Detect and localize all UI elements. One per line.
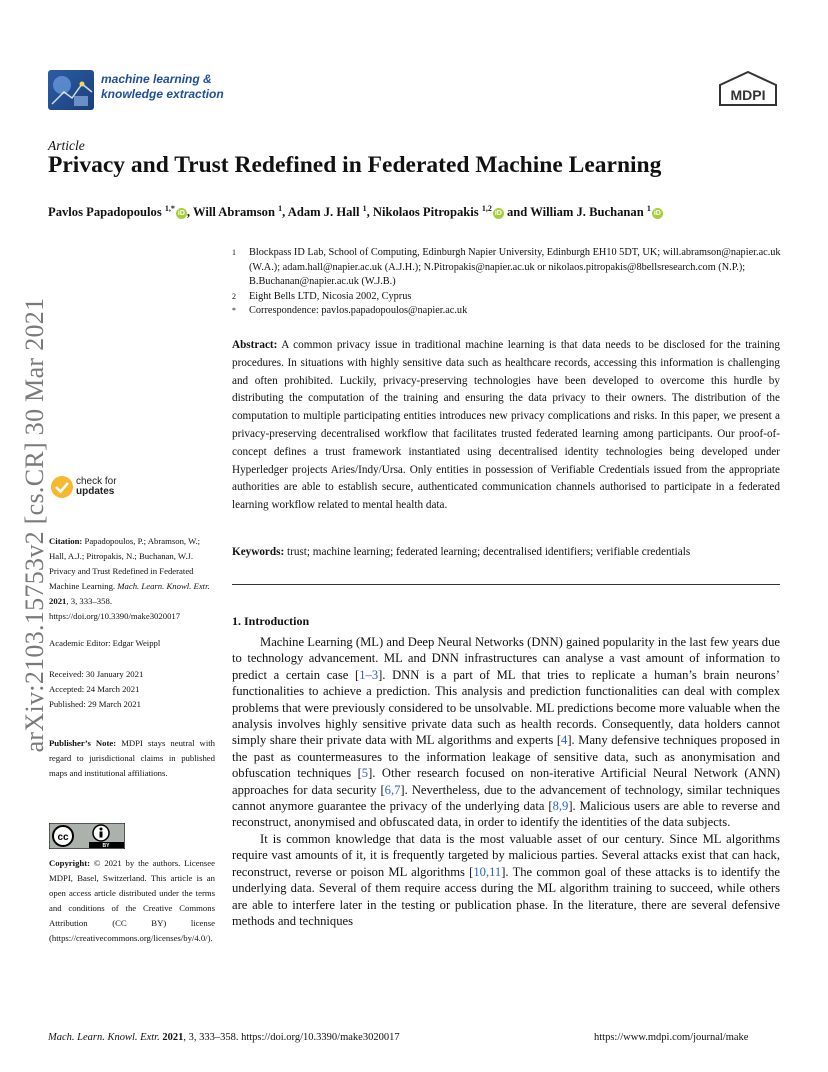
author-name: Nikolaos Pitropakis bbox=[372, 205, 482, 220]
affiliation-item bbox=[232, 290, 782, 305]
paragraph-1 bbox=[232, 634, 780, 831]
citation-rest: , 3, 333–358. https://doi.org/10.3390/make3020017 bbox=[49, 596, 181, 621]
check-for-updates-icon[interactable] bbox=[50, 475, 74, 499]
author-affiliation-mark: 1 bbox=[646, 204, 651, 213]
affiliation-text: Eight Bells LTD, Nicosia 2002, Cyprus bbox=[249, 290, 412, 302]
author-name: William J. Buchanan bbox=[530, 205, 647, 220]
citation-link[interactable]: 10,11 bbox=[473, 864, 502, 879]
citation-journal: Mach. Learn. Knowl. Extr. bbox=[117, 581, 210, 591]
affiliations bbox=[232, 246, 782, 319]
mdpi-logo bbox=[718, 71, 778, 107]
author-name: Will Abramson bbox=[192, 205, 279, 220]
journal-name-line2: knowledge extraction bbox=[101, 87, 224, 101]
text-run: It is common knowledge that data is the most valuable asset of our century. Since ML algorithms require vast amounts of it, it is frequently targeted by malicious parties. Several attacks exist that can hack, reconstruct, reverse or poison ML algorithms [ bbox=[232, 831, 780, 879]
by-symbol: BY bbox=[102, 843, 110, 849]
divider bbox=[232, 584, 780, 585]
journal-name-line1: machine learning & bbox=[101, 72, 212, 86]
author-affiliation-mark: 1 bbox=[278, 204, 283, 213]
article-type: Article bbox=[48, 138, 85, 153]
keywords bbox=[232, 546, 780, 558]
author-separator: , bbox=[282, 205, 288, 220]
citation-link[interactable]: 8,9 bbox=[552, 799, 569, 814]
section-heading: 1. Introduction bbox=[232, 614, 310, 628]
text-run: ]. Many defensive techniques proposed in the past as countermeasures to the information leakage of sensitive data, such as anonymisation and obfuscation techniques [ bbox=[232, 733, 780, 781]
copyright-label: Copyright: bbox=[49, 858, 91, 868]
journal-logo bbox=[48, 70, 94, 110]
citation-text: Papadopoulos, P.; Abramson, W.; Hall, A.J.; Pitropakis, N.; Buchanan, W.J. Privacy and Trust Redefined in Federated Machine Learning. bbox=[49, 536, 201, 591]
author-separator: , bbox=[366, 205, 373, 220]
affiliation-text: Blockpass ID Lab, School of Computing, Edinburgh Napier University, Edinburgh EH10 5DT, UK; will.abramson@napier.ac.uk (W.A.); adam.hall@napier.ac.uk (A.J.H.); N.Pitropakis@napier.ac.uk or nikolaos.pitropakis@8bellsresearch.com (N.P.); B.Buchanan@napier.ac.uk (W.J.B.) bbox=[249, 247, 781, 287]
cc-by-license-badge[interactable] bbox=[49, 823, 125, 849]
published-date: Published: 29 March 2021 bbox=[49, 699, 141, 709]
paragraph-2 bbox=[232, 831, 780, 929]
citation-block bbox=[49, 534, 215, 624]
abstract-text: A common privacy issue in traditional machine learning is that data needs to be disclosed for the training procedures. In situations with highly sensitive data such as healthcare records, accessing this information is challenging and often prohibited. Luckily, privacy-preserving technologies have been developed to overcome this hurdle by distributing the computation of the training and ensuring the data privacy to their owners. The distribution of the computation to multiple participating entities introduces new privacy complications and risks. In this paper, we present a privacy-preserving decentralised workflow that facilitates trusted federated learning among participants. Our proof-of-concept defines a trust framework instantiated using decentralised identity technologies being developed under Hyperledger projects Aries/Indy/Ursa. Only entities in possession of Verifiable Credentials issued from the appropriate authorities are able to establish secure, authenticated communication channels authorised to participate in a federated learning workflow related to mental health data. bbox=[232, 339, 780, 512]
accepted-date: Accepted: 24 March 2021 bbox=[49, 684, 140, 694]
received-date: Received: 30 January 2021 bbox=[49, 669, 144, 679]
citation-link[interactable]: 5 bbox=[361, 766, 369, 781]
author-separator: and bbox=[503, 205, 531, 220]
orcid-icon[interactable]: iD bbox=[653, 210, 661, 218]
footer-citation bbox=[48, 1032, 400, 1043]
keywords-text: trust; machine learning; federated learning; decentralised identifiers; verifiable credentials bbox=[287, 546, 691, 558]
author-separator: , bbox=[186, 205, 193, 220]
citation-year: 2021 bbox=[49, 596, 67, 606]
text-run: ]. Nevertheless, due to the advancement of technology, similar techniques cannot anymore guarantee the privacy of the underlying data [ bbox=[232, 782, 780, 814]
affiliation-mark: 1 bbox=[232, 248, 236, 257]
author-affiliation-mark: 1 bbox=[362, 204, 367, 213]
copyright-block bbox=[49, 856, 215, 946]
check-line2: updates bbox=[76, 486, 115, 497]
arxiv-stamp: arXiv:2103.15753v2 [cs.CR] 30 Mar 2021 bbox=[20, 297, 49, 753]
affiliation-mark: 2 bbox=[232, 291, 236, 301]
publisher-note bbox=[49, 736, 215, 781]
mdpi-logo-text: MDPI bbox=[730, 87, 766, 103]
affiliation-text: Correspondence: pavlos.papadopoulos@napier.ac.uk bbox=[249, 305, 468, 316]
publisher-note-text: MDPI stays neutral with regard to jurisdictional claims in published maps and institutional affiliations. bbox=[49, 738, 215, 778]
affiliation-item bbox=[232, 246, 782, 290]
affiliation-item bbox=[232, 304, 782, 319]
text-run: Machine Learning (ML) and Deep Neural Networks (DNN) gained popularity in the last few years due to technology advancement. ML and DNN infrastructures can analyse a vast amount of information to predict a certain case [ bbox=[232, 635, 780, 682]
citation-link[interactable]: 4 bbox=[561, 733, 568, 748]
cc-symbol: cc bbox=[57, 832, 69, 843]
citation-link[interactable]: 6,7 bbox=[384, 782, 401, 797]
author-affiliation-mark: 1,2 bbox=[481, 204, 492, 213]
paper-title: Privacy and Trust Redefined in Federated Machine Learning bbox=[48, 152, 662, 178]
abstract-label: Abstract: bbox=[232, 339, 278, 351]
journal-name bbox=[101, 72, 224, 102]
footer-journal: Mach. Learn. Knowl. Extr. bbox=[48, 1032, 160, 1043]
author-name: Pavlos Papadopoulos bbox=[48, 205, 165, 220]
check-line1: check for bbox=[76, 476, 117, 487]
dates-block bbox=[49, 667, 215, 712]
footer-rest: , 3, 333–358. https://doi.org/10.3390/make3020017 bbox=[183, 1032, 400, 1043]
author-affiliation-mark: 1,* bbox=[164, 204, 175, 213]
orcid-icon[interactable]: iD bbox=[494, 210, 502, 218]
text-run: ]. The common goal of these attacks is to identify the underlying data. Several of them require access during the ML algorithm training to succeed, while others are able to interfere later in the testing or publication phase. In the literature, there are several defensive methods and techniques bbox=[232, 864, 780, 928]
citation-label: Citation: bbox=[49, 536, 83, 546]
keywords-label: Keywords: bbox=[232, 546, 285, 558]
affiliation-mark: * bbox=[232, 306, 236, 315]
text-run: ]. DNN is a part of ML that tries to replicate a human’s brain neurons’ functionalities to achieve a prediction. This analysis and prediction functionalities can deal with complex problems that were previously considered to be unsolvable. ML predictions become more valuable when the analysis involves highly sensitive private data such as health records. Consequently, data holders cannot simply share their private data with ML algorithms and experts [ bbox=[232, 667, 780, 748]
academic-editor: Academic Editor: Edgar Weippl bbox=[49, 638, 161, 648]
text-run: ]. Other research focused on non-iterative Artificial Neural Network (ANN) approaches for data security [ bbox=[232, 766, 781, 797]
citation-link[interactable]: 1–3 bbox=[359, 667, 379, 682]
footer-journal-link[interactable]: https://www.mdpi.com/journal/make bbox=[594, 1032, 749, 1043]
footer-year: 2021 bbox=[162, 1032, 184, 1043]
author-list bbox=[48, 204, 663, 220]
text-run: ]. Malicious users are able to reverse and reconstruct, anonymised and obfuscated data, in order to identify the identities of the data subjects. bbox=[232, 799, 780, 830]
body-text bbox=[232, 634, 780, 929]
copyright-text: © 2021 by the authors. Licensee MDPI, Basel, Switzerland. This article is an open access article distributed under the terms and conditions of the Creative Commons Attribution (CC BY) license (https://creativecommons.org/licenses/by/4.0/). bbox=[49, 858, 215, 943]
abstract bbox=[232, 337, 780, 515]
check-for-updates-label[interactable] bbox=[76, 477, 117, 497]
publisher-note-label: Publisher’s Note: bbox=[49, 738, 117, 748]
orcid-icon[interactable]: iD bbox=[177, 210, 185, 218]
author-name: Adam J. Hall bbox=[287, 205, 363, 220]
